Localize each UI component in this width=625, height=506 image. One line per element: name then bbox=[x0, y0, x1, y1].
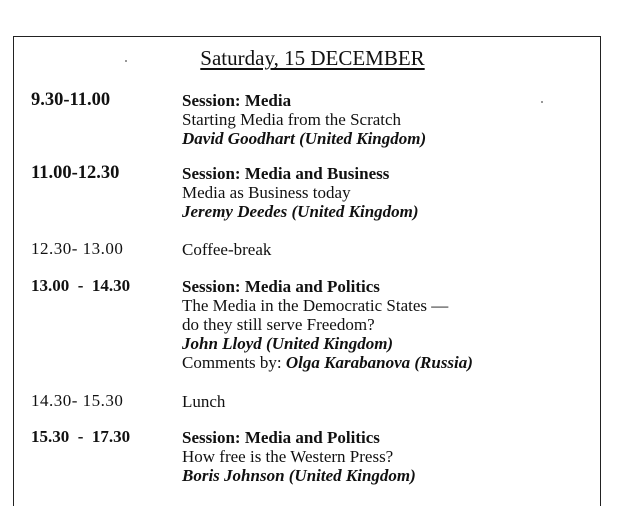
session-time: 11.00-12.30 bbox=[31, 163, 120, 183]
break-label: Coffee-break bbox=[182, 240, 272, 259]
scan-speck bbox=[541, 101, 543, 103]
session-topic-line2: do they still serve Freedom? bbox=[182, 315, 375, 334]
page-title: Saturday, 15 DECEMBER bbox=[200, 46, 425, 70]
session-name: Session: Media and Politics bbox=[182, 277, 380, 296]
session-topic: Media as Business today bbox=[182, 183, 351, 202]
session-name: Session: Media and Business bbox=[182, 164, 390, 183]
session-speaker: John Lloyd (United Kingdom) bbox=[182, 334, 394, 353]
break-time: 14.30- 15.30 bbox=[31, 391, 124, 410]
scan-speck bbox=[125, 60, 127, 62]
session-topic-line1: The Media in the Democratic States — bbox=[182, 296, 449, 315]
session-comments bbox=[182, 353, 473, 372]
break-label: Lunch bbox=[182, 392, 226, 411]
session-topic: Starting Media from the Scratch bbox=[182, 110, 402, 129]
comments-label: Comments by: bbox=[182, 353, 286, 372]
session-speaker: Boris Johnson (United Kingdom) bbox=[182, 466, 416, 485]
session-speaker: David Goodhart (United Kingdom) bbox=[182, 129, 427, 148]
session-time: 9.30-11.00 bbox=[31, 90, 111, 110]
session-time: 15.30 - 17.30 bbox=[31, 427, 131, 446]
session-speaker: Jeremy Deedes (United Kingdom) bbox=[182, 202, 419, 221]
session-topic: How free is the Western Press? bbox=[182, 447, 394, 466]
session-time: 13.00 - 14.30 bbox=[31, 276, 131, 295]
session-name: Session: Media bbox=[182, 91, 292, 110]
break-time: 12.30- 13.00 bbox=[31, 239, 124, 258]
session-name: Session: Media and Politics bbox=[182, 428, 380, 447]
comments-speaker: Olga Karabanova (Russia) bbox=[285, 353, 473, 372]
